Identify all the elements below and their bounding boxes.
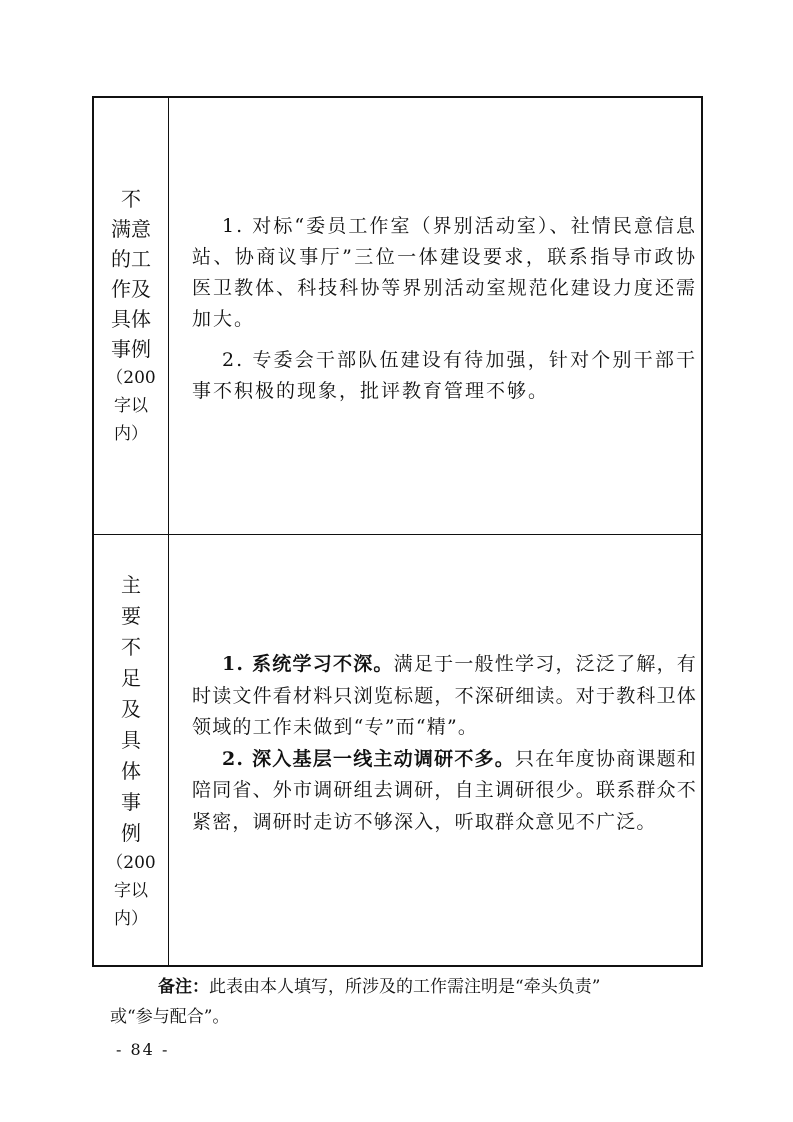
row-content-unsatisfied-work <box>170 211 701 417</box>
content-paragraph <box>192 345 697 407</box>
remarks-note <box>110 972 710 1032</box>
row-divider <box>94 534 701 535</box>
label-line: 体 <box>121 758 141 783</box>
label-line: 要 <box>121 603 141 628</box>
label-line: 字以 <box>114 396 148 416</box>
content-paragraph <box>192 649 697 744</box>
label-line: 字以 <box>114 880 148 901</box>
label-line: 不 <box>121 634 141 659</box>
paragraph-text: 只在年度协商课题和陪同省、外市调研组去调研，自主调研很少。联系群众不紧密，调研时走访不够深入，听取群众意见不广泛。 <box>192 747 698 833</box>
label-line: 作及 <box>111 277 151 301</box>
row-label-unsatisfied-work <box>94 98 168 534</box>
label-line: 例 <box>121 820 141 845</box>
content-paragraph <box>192 744 697 839</box>
label-line: 具体 <box>111 307 151 331</box>
label-line: 满意 <box>111 217 151 241</box>
label-line: 及 <box>121 696 141 721</box>
label-line: 事 <box>121 789 141 814</box>
paragraph-text: 2. 专委会干部队伍建设有待加强，针对个别干部干事不积极的现象，批评教育管理不够。 <box>192 349 697 402</box>
note-text: 此表由本人填写，所涉及的工作需注明是“牵头负责” <box>209 977 601 997</box>
paragraph-lead: 1. 系统学习不深。 <box>222 653 394 675</box>
label-line: （200 <box>106 368 156 388</box>
label-line: 内） <box>114 424 148 444</box>
paragraph-text: 满足于一般性学习，泛泛了解，有时读文件看材料只浏览标题，不深研细读。对于教科卫体领域的工作未做到“专”而“精”。 <box>192 653 698 738</box>
paragraph-text: 1. 对标“委员工作室（界别活动室）、社情民意信息站、协商议事厅”三位一体建设要求，联系指导市政协医卫教体、科技科协等界别活动室规范化建设力度还需加大。 <box>192 215 697 330</box>
label-line: 内） <box>114 908 148 929</box>
row-label-main-shortcomings <box>94 535 168 967</box>
note-line-2: 或“参与配合”。 <box>110 1007 230 1027</box>
label-line: 主 <box>121 572 141 597</box>
label-line: 具 <box>121 727 141 752</box>
evaluation-table <box>92 96 703 967</box>
paragraph-lead: 2. 深入基层一线主动调研不多。 <box>222 747 515 770</box>
label-line: 的工 <box>111 247 151 271</box>
label-line: （200 <box>106 852 156 873</box>
row-content-main-shortcomings <box>170 649 701 838</box>
content-paragraph <box>192 211 697 335</box>
page-number: - 84 - <box>116 1040 170 1059</box>
label-line: 事例 <box>111 337 151 361</box>
label-line: 足 <box>121 665 141 690</box>
column-divider <box>168 98 169 965</box>
note-label: 备注： <box>158 977 209 997</box>
note-line-1 <box>110 972 710 1002</box>
label-line: 不 <box>121 187 141 211</box>
